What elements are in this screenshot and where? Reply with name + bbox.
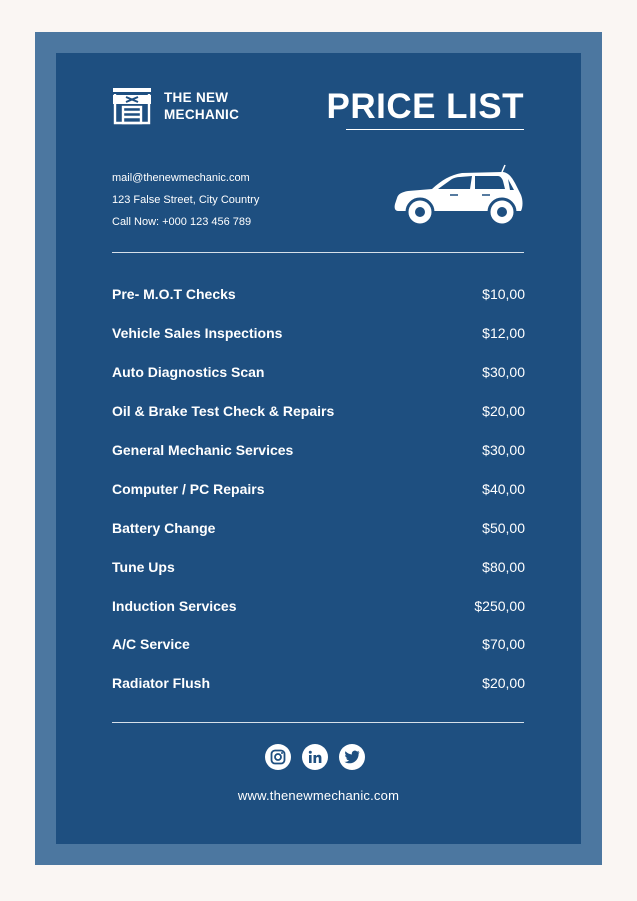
service-name: General Mechanic Services <box>112 442 294 458</box>
divider-top <box>112 252 524 253</box>
service-name: Pre- M.O.T Checks <box>112 286 236 303</box>
price-list-card <box>56 53 581 844</box>
service-name: A/C Service <box>112 636 190 653</box>
divider-bottom <box>112 722 524 723</box>
contact-info <box>112 167 259 233</box>
price-list <box>112 275 525 703</box>
social-links <box>265 744 365 770</box>
contact-email[interactable]: mail@thenewmechanic.com <box>112 172 250 184</box>
brand-logo <box>112 86 239 126</box>
brand-name-line2: MECHANIC <box>164 107 240 122</box>
price-row <box>112 547 525 586</box>
service-price: $20,00 <box>482 675 525 692</box>
price-row <box>112 664 525 703</box>
price-row <box>112 353 525 392</box>
price-row <box>112 314 525 353</box>
service-price: $20,00 <box>482 403 525 420</box>
car-icon <box>392 163 526 227</box>
price-row <box>112 469 525 508</box>
service-price: $12,00 <box>482 325 525 342</box>
service-name: Induction Services <box>112 597 237 614</box>
service-price: $250,00 <box>474 597 525 614</box>
service-name: Vehicle Sales Inspections <box>112 325 283 342</box>
service-price: $70,00 <box>482 636 525 653</box>
price-row <box>112 275 525 314</box>
brand-name-line1: THE NEW <box>164 90 229 105</box>
garage-icon <box>112 86 152 126</box>
service-name: Oil & Brake Test Check & Repairs <box>112 403 335 420</box>
contact-address: 123 False Street, City Country <box>112 194 260 206</box>
service-name: Tune Ups <box>112 558 175 575</box>
page-title: PRICE LIST <box>326 87 524 126</box>
price-row <box>112 508 525 547</box>
service-price: $40,00 <box>482 480 525 497</box>
price-row <box>112 586 525 625</box>
price-row <box>112 431 525 470</box>
service-price: $30,00 <box>482 364 525 381</box>
service-name: Battery Change <box>112 519 216 536</box>
service-price: $10,00 <box>482 286 525 303</box>
service-price: $80,00 <box>482 558 525 575</box>
instagram-icon[interactable] <box>265 744 291 770</box>
website-link[interactable]: www.thenewmechanic.com <box>237 788 400 803</box>
service-name: Computer / PC Repairs <box>112 480 265 497</box>
price-row <box>112 625 525 664</box>
title-underline <box>346 129 524 130</box>
contact-phone[interactable]: Call Now: +000 123 456 789 <box>112 216 252 228</box>
service-price: $50,00 <box>482 519 525 536</box>
linkedin-icon[interactable] <box>302 744 328 770</box>
service-name: Auto Diagnostics Scan <box>112 364 265 381</box>
brand-name <box>164 89 239 123</box>
service-name: Radiator Flush <box>112 675 211 692</box>
price-row <box>112 392 525 431</box>
twitter-icon[interactable] <box>339 744 365 770</box>
service-price: $30,00 <box>482 442 525 458</box>
